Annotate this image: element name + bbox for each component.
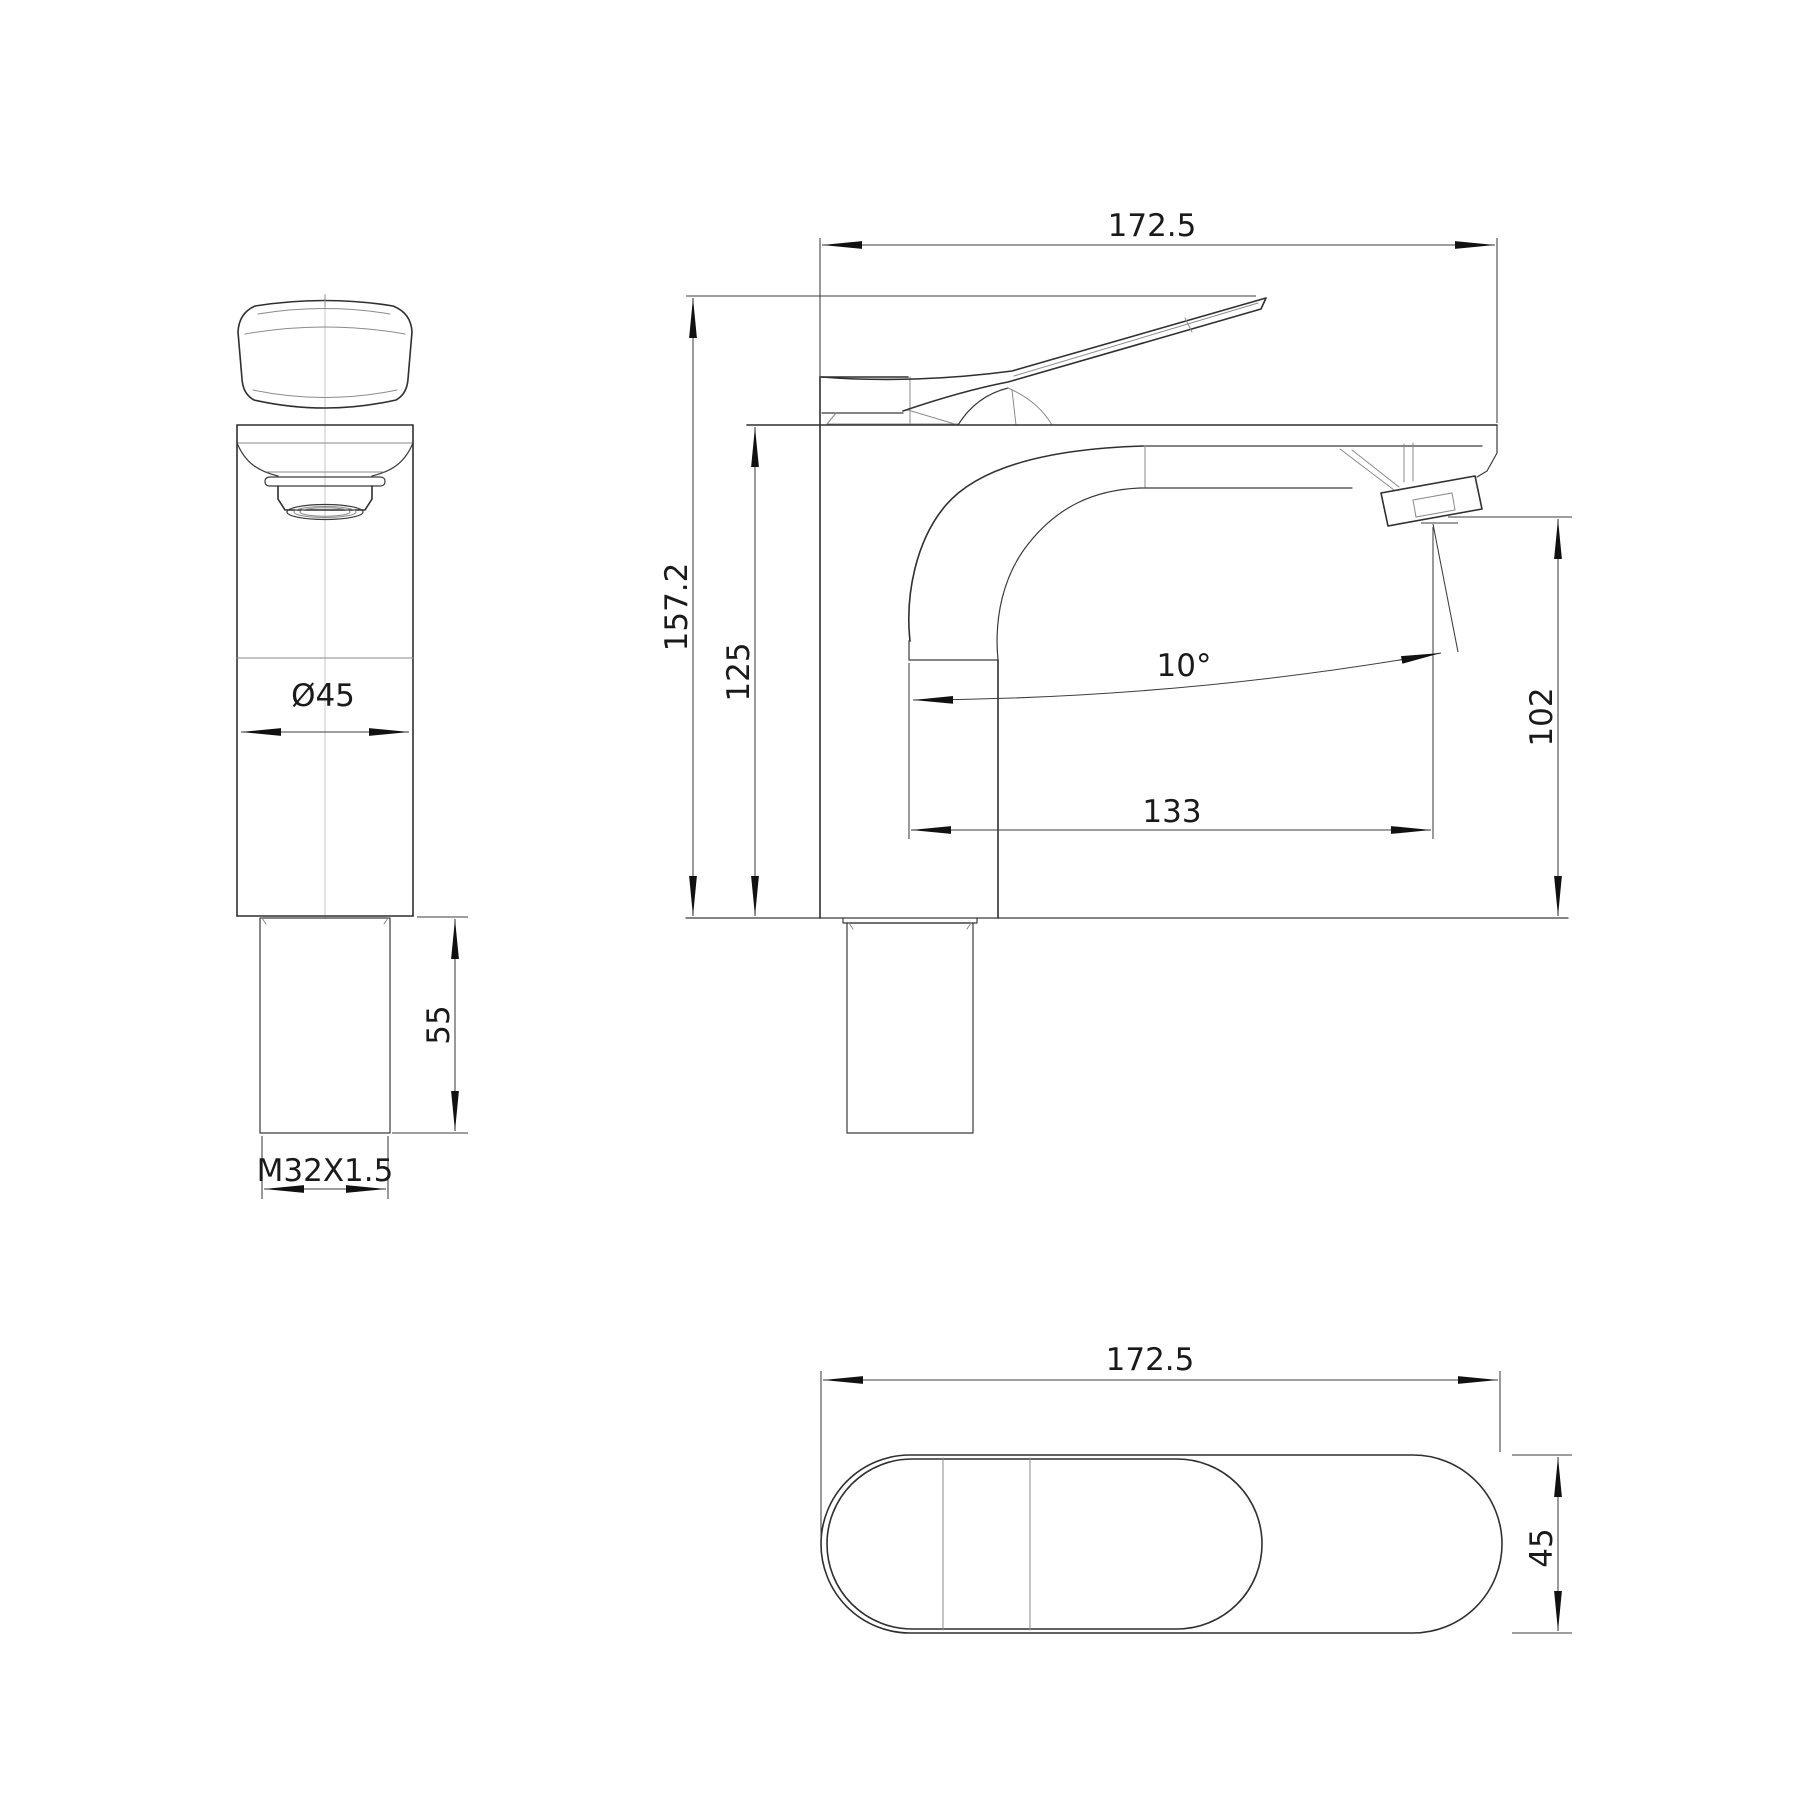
spout-inner-curve	[997, 488, 1140, 660]
handle-cap-root-seam	[908, 410, 958, 425]
spout-cone-right	[372, 443, 413, 476]
top-handle-outline	[827, 1459, 1262, 1629]
dim-top-body-width: 45	[1524, 1528, 1560, 1568]
cap-wedge-arc-right	[1008, 388, 1052, 425]
dim-front-body-diameter: Ø45	[291, 678, 355, 714]
dim-side-outlet-height: 102	[1524, 687, 1560, 747]
top-handle-seams	[943, 1458, 1030, 1630]
handle-knob-top-bevel	[258, 309, 390, 315]
spout-outer-curve	[909, 446, 1143, 641]
dim-side-overall-length: 172.5	[1107, 208, 1197, 244]
spout-foot	[909, 641, 998, 660]
lever-blade-bevel	[1014, 303, 1258, 376]
handle-cap-flare	[827, 413, 958, 424]
outlet-axis-line	[1433, 524, 1458, 652]
dim-side-overall-height: 157.2	[659, 562, 695, 652]
cap-wedge-arc-left	[958, 388, 1008, 425]
dim-side-body-height: 125	[721, 642, 757, 702]
front-threaded-shank	[260, 918, 390, 1133]
side-shank-collar	[843, 918, 977, 923]
side-threaded-shank	[847, 923, 973, 1133]
outlet-insert	[1413, 493, 1455, 517]
spout-cone-left	[237, 443, 278, 476]
dim-side-spout-reach: 133	[1142, 794, 1202, 830]
side-view	[659, 208, 1572, 1133]
top-body-outline	[821, 1455, 1502, 1633]
front-shank-chamfer	[262, 918, 388, 924]
spout-nose	[1477, 425, 1497, 477]
side-shank-chamfer	[849, 923, 971, 929]
lever-blade	[822, 298, 1266, 411]
outlet-housing	[1381, 476, 1482, 526]
dim-top-overall-length: 172.5	[1105, 1342, 1195, 1378]
front-view	[237, 294, 468, 1199]
dim-front-thread-spec: M32X1.5	[256, 1153, 394, 1189]
dim-side-spout-angle: 10°	[1156, 648, 1212, 684]
spout-tip-wedge-seams	[1340, 443, 1413, 490]
top-view	[821, 1342, 1572, 1633]
dim-front-shank-length: 55	[421, 1005, 457, 1045]
